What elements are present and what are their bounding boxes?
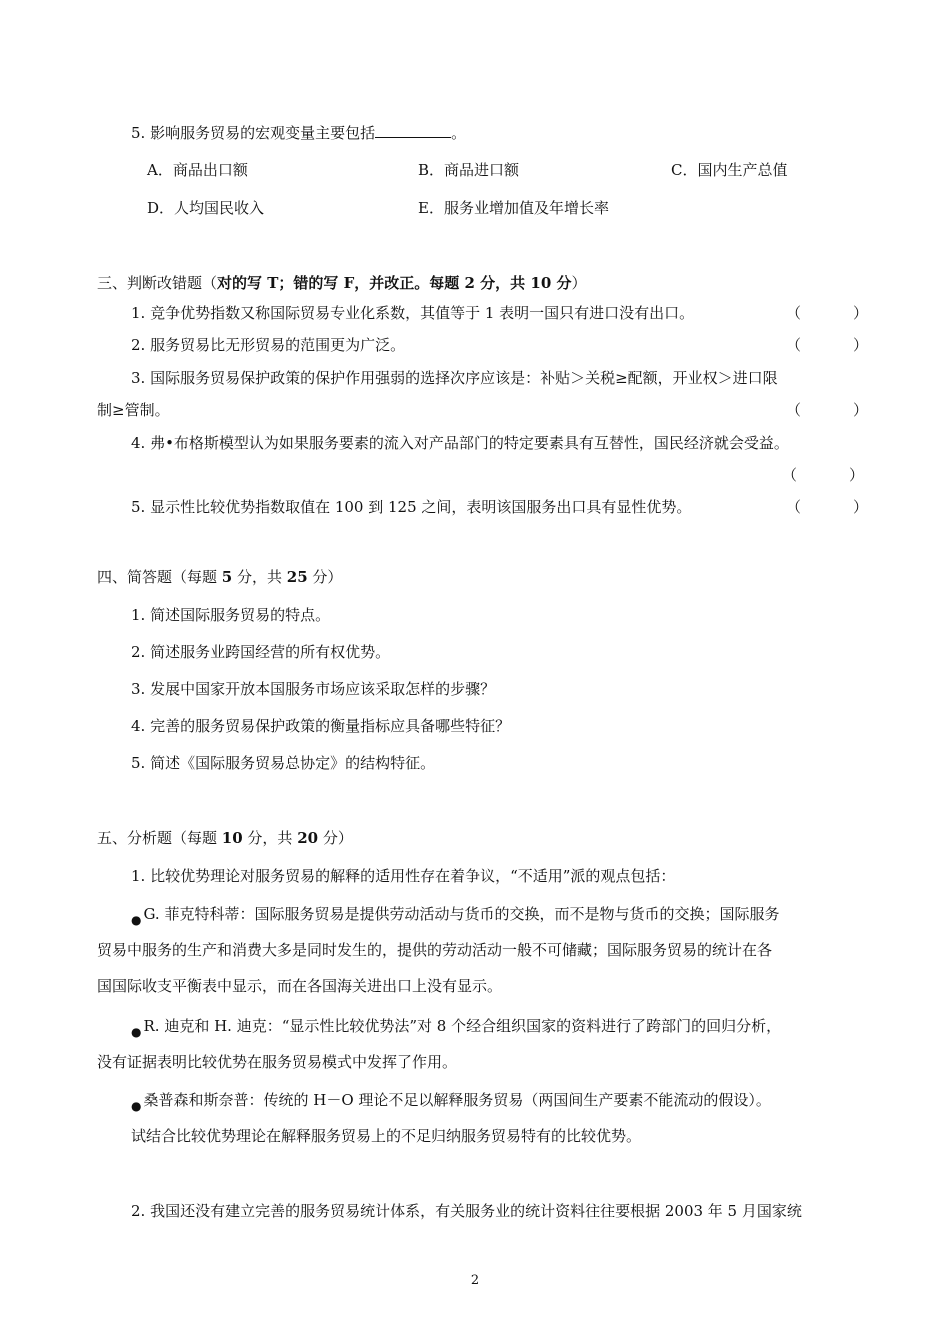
section3-item-3-cont: 制≥管制。 <box>97 401 170 419</box>
bullet-1-text: G. 菲克特科蒂：国际服务贸易是提供劳动活动与货币的交换，而不是物与货币的交换；国际服务 <box>143 905 780 923</box>
answer-paren-4 <box>782 465 864 485</box>
paren-left: （ <box>786 401 802 419</box>
section5-q2-line1: 2. 我国还没有建立完善的服务贸易统计体系，有关服务业的统计资料往往要根据 2003 年 5 月国家统 <box>131 1202 802 1220</box>
q5-option-d: D．人均国民收入 <box>147 199 265 217</box>
answer-paren-5 <box>786 497 868 517</box>
paren-left: （ <box>786 498 802 516</box>
bullet-dot: ● <box>131 913 142 927</box>
paren-right: ） <box>853 336 869 354</box>
section5-title-part: 五、分析题（每题 <box>97 829 222 847</box>
section5-bullet-1-line2: 贸易中服务的生产和消费大多是同时发生的，提供的劳动活动一般不可储藏；国际服务贸易的统计在各 <box>97 941 773 959</box>
section4-points-each: 5 <box>221 568 233 586</box>
section4-item-1: 1. 简述国际服务贸易的特点。 <box>131 606 331 624</box>
section5-q1-intro: 1. 比较优势理论对服务贸易的解释的适用性存在着争议，“不适用”派的观点包括： <box>131 867 676 885</box>
q5-stem <box>131 122 466 143</box>
section5-bullet-2 <box>131 1016 781 1042</box>
section5-title-part: 分） <box>318 829 353 847</box>
answer-paren-3 <box>786 400 868 420</box>
paren-right: ） <box>853 401 869 419</box>
section3-title <box>97 273 587 293</box>
paren-left: （ <box>786 304 802 322</box>
q5-option-b: B．商品进口额 <box>418 161 520 179</box>
q5-answer-blank <box>375 122 451 138</box>
section5-points-each: 10 <box>221 829 243 847</box>
section5-bullet-1 <box>131 904 779 930</box>
bullet-2-text: R. 迪克和 H. 迪克：“显示性比较优势法”对 8 个经合组织国家的资料进行了跨部门的回归分析， <box>143 1017 782 1035</box>
section3-item-5: 5. 显示性比较优势指数取值在 100 到 125 之间，表明该国服务出口具有显性优势。 <box>131 498 692 516</box>
section4-item-4: 4. 完善的服务贸易保护政策的衡量指标应具备哪些特征？ <box>131 717 511 735</box>
section5-bullet-2-line2: 没有证据表明比较优势在服务贸易模式中发挥了作用。 <box>97 1053 458 1071</box>
paren-left: （ <box>782 466 798 484</box>
answer-paren-2 <box>786 335 868 355</box>
q5-option-e: E．服务业增加值及年增长率 <box>418 199 609 217</box>
paren-right: ） <box>853 498 869 516</box>
section4-item-2: 2. 简述服务业跨国经营的所有权优势。 <box>131 643 391 661</box>
section5-q1-task: 试结合比较优势理论在解释服务贸易上的不足归纳服务贸易特有的比较优势。 <box>131 1127 642 1145</box>
paren-right: ） <box>849 466 865 484</box>
section3-item-1: 1. 竞争优势指数又称国际贸易专业化系数，其值等于 1 表明一国只有进口没有出口。 <box>131 304 695 322</box>
section3-item-2: 2. 服务贸易比无形贸易的范围更为广泛。 <box>131 336 406 354</box>
section4-points-total: 25 <box>286 568 308 586</box>
section4-title-part: 四、简答题（每题 <box>97 568 222 586</box>
bullet-dot: ● <box>131 1025 142 1039</box>
section3-title-prefix: 三、判断改错题（ <box>97 274 218 292</box>
section4-title-part: 分，共 <box>232 568 287 586</box>
q5-option-c: C．国内生产总值 <box>671 161 788 179</box>
section5-bullet-1-line3: 国国际收支平衡表中显示，而在各国海关进出口上没有显示。 <box>97 977 503 995</box>
page-number: 2 <box>470 1273 480 1288</box>
section3-item-3: 3. 国际服务贸易保护政策的保护作用强弱的选择次序应该是：补贴＞关税≥配额，开业权＞进口限 <box>131 369 778 387</box>
section4-item-5: 5. 简述《国际服务贸易总协定》的结构特征。 <box>131 754 436 772</box>
section3-item-4: 4. 弗•布格斯模型认为如果服务要素的流入对产品部门的特定要素具有互替性，国民经济就会受益。 <box>131 434 789 452</box>
section5-title-part: 分，共 <box>242 829 298 847</box>
section4-title <box>97 567 342 587</box>
section4-title-part: 分） <box>307 568 343 586</box>
section5-title <box>97 828 353 848</box>
q5-stem-end: 。 <box>451 124 467 142</box>
paren-left: （ <box>786 336 802 354</box>
paren-right: ） <box>853 304 869 322</box>
q5-stem-text: 5. 影响服务贸易的宏观变量主要包括 <box>131 124 376 142</box>
q5-option-a: A．商品出口额 <box>147 161 248 179</box>
section5-points-total: 20 <box>297 829 319 847</box>
bullet-dot: ● <box>131 1099 142 1113</box>
bullet-3-text: 桑普森和斯奈普：传统的 H－O 理论不足以解释服务贸易（两国间生产要素不能流动的假设）。 <box>143 1091 771 1109</box>
section3-title-bold: 对的写 T；错的写 F，并改正。每题 2 分，共 10 分 <box>217 274 572 292</box>
section5-bullet-3 <box>131 1090 771 1116</box>
section4-item-3: 3. 发展中国家开放本国服务市场应该采取怎样的步骤？ <box>131 680 496 698</box>
answer-paren-1 <box>786 303 868 323</box>
section3-title-suffix: ） <box>571 274 587 292</box>
